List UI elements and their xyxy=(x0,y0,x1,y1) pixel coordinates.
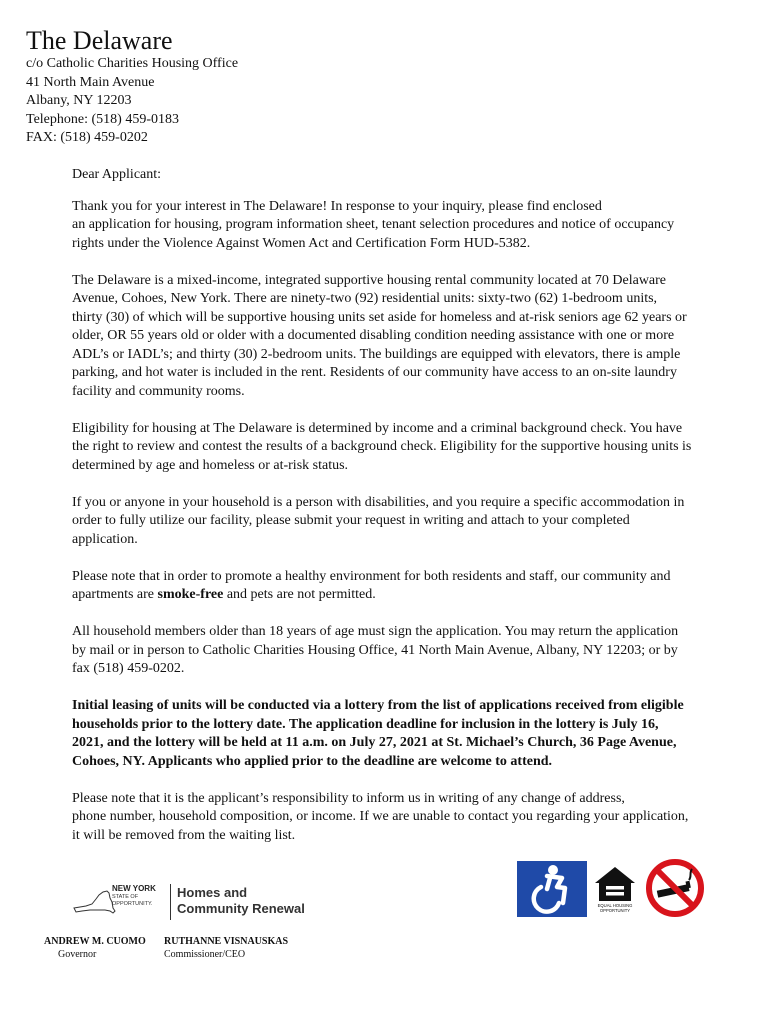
address-line: c/o Catholic Charities Housing Office xyxy=(26,56,239,71)
address-line: Albany, NY 12203 xyxy=(26,93,132,108)
signatory-role: Commissioner/CEO xyxy=(164,949,246,960)
text-line: older, OR 55 years old or older with a documented disabling condition needing assistance with one or more xyxy=(72,328,675,343)
community-description-paragraph xyxy=(72,272,752,402)
eho-caption: EQUAL HOUSING xyxy=(597,903,633,908)
text-line: Please note that it is the applicant’s responsibility to inform us in writing of any change of address, xyxy=(72,790,625,806)
text-line: an application for housing, program information sheet, tenant selection procedures and notice of occupancy xyxy=(72,217,675,232)
intro-paragraph xyxy=(72,198,752,254)
text-line: application. xyxy=(72,531,138,547)
equal-housing-opportunity-icon xyxy=(590,861,640,915)
accommodation-paragraph xyxy=(72,494,752,550)
text-line: Please note that in order to promote a healthy environment for both residents and staff, our community and xyxy=(72,568,671,584)
text-line: ADL’s or IADL’s; and thirty (30) 2-bedroom units. The buildings are equipped with elevators, there is ample xyxy=(72,346,681,362)
text-line: Eligibility for housing at The Delaware is determined by income and a criminal background check. You have xyxy=(72,420,683,436)
letter-footer xyxy=(0,858,770,1024)
nys-hcr-logo xyxy=(72,882,322,922)
signatory-name: ANDREW M. CUOMO xyxy=(44,936,146,947)
signatory-role: Governor xyxy=(58,949,97,960)
sender-address xyxy=(26,55,238,148)
no-smoking-icon xyxy=(645,858,705,918)
text-line: Initial leasing of units will be conducted via a lottery from the list of applications received from eligible xyxy=(72,698,684,713)
text-line: 2021, and the lottery will be held at 11 a.m. on July 27, 2021 at St. Michael’s Church, 36 Page Avenue, xyxy=(72,735,677,750)
text-fragment: apartments are xyxy=(72,587,158,602)
eho-caption: OPPORTUNITY xyxy=(599,908,631,913)
text-line: rights under the Violence Against Women Act and Certification Form HUD-5382. xyxy=(72,235,531,251)
text-line: fax (518) 459-0202. xyxy=(72,661,185,676)
text-line: order to fully utilize our facility, please submit your request in writing and attach to your completed xyxy=(72,513,630,528)
text-line: determined by age and homeless or at-risk status. xyxy=(72,457,349,473)
text-line: All household members older than 18 years of age must sign the application. You may return the application xyxy=(72,624,679,639)
text-line: the right to review and contest the results of a background check. Eligibility for the supportive housing units is xyxy=(72,439,692,454)
text-line: by mail or in person to Catholic Charities Housing Office, 41 North Main Avenue, Albany, NY 12203; or by xyxy=(72,642,678,658)
text-line: The Delaware is a mixed-income, integrated supportive housing rental community located at 70 Delaware xyxy=(72,272,667,288)
letterhead-title: The Delaware xyxy=(26,26,173,55)
fax-line: FAX: (518) 459-0202 xyxy=(26,130,148,145)
text-line: Avenue, Cohoes, New York. There are ninety-two (92) residential units: sixty-two (62) 1-bedroom units, xyxy=(72,291,658,306)
text-line: parking, and hot water is included in the rent. Residents of our community have access to an on-site laundry xyxy=(72,365,677,380)
nys-wordmark: NEW YORK xyxy=(112,884,156,893)
signature-requirement-paragraph xyxy=(72,623,752,679)
text-line: Cohoes, NY. Applicants who applied prior to the deadline are welcome to attend. xyxy=(72,753,553,769)
text-line: Thank you for your interest in The Delaware! In response to your inquiry, please find enclosed xyxy=(72,198,602,214)
address-line: 41 North Main Avenue xyxy=(26,74,155,90)
greeting: Dear Applicant: xyxy=(72,167,162,182)
text-line: facility and community rooms. xyxy=(72,383,245,399)
text-line: it will be removed from the waiting list. xyxy=(72,827,296,843)
nys-tagline: STATE OF OPPORTUNITY. xyxy=(112,894,153,907)
change-notice-paragraph xyxy=(72,790,752,846)
logo-divider xyxy=(170,884,171,920)
text-line: phone number, household composition, or income. If we are unable to contact you regarding your application, xyxy=(72,809,689,824)
text-line: households prior to the lottery date. The application deadline for inclusion in the lottery is July 16, xyxy=(72,716,659,732)
text-fragment: and pets are not permitted. xyxy=(223,587,376,602)
accessibility-icon xyxy=(517,861,587,917)
governor-signatory xyxy=(44,935,146,961)
smoke-free-emphasis: smoke-free xyxy=(157,587,224,602)
text-line: thirty (30) of which will be supportive housing units set aside for homeless and at-risk seniors age 62 years or xyxy=(72,309,687,325)
telephone-line: Telephone: (518) 459-0183 xyxy=(26,111,179,127)
letter-body xyxy=(72,166,752,864)
commissioner-signatory xyxy=(164,935,288,961)
smoke-free-paragraph xyxy=(72,568,752,605)
hcr-wordmark: Homes and Community Renewal xyxy=(177,885,305,916)
signatory-name: RUTHANNE VISNAUSKAS xyxy=(164,936,289,947)
eligibility-paragraph xyxy=(72,420,752,476)
text-line: If you or anyone in your household is a person with disabilities, and you require a specific accommodation in xyxy=(72,494,685,510)
lottery-notice-paragraph xyxy=(72,697,752,771)
